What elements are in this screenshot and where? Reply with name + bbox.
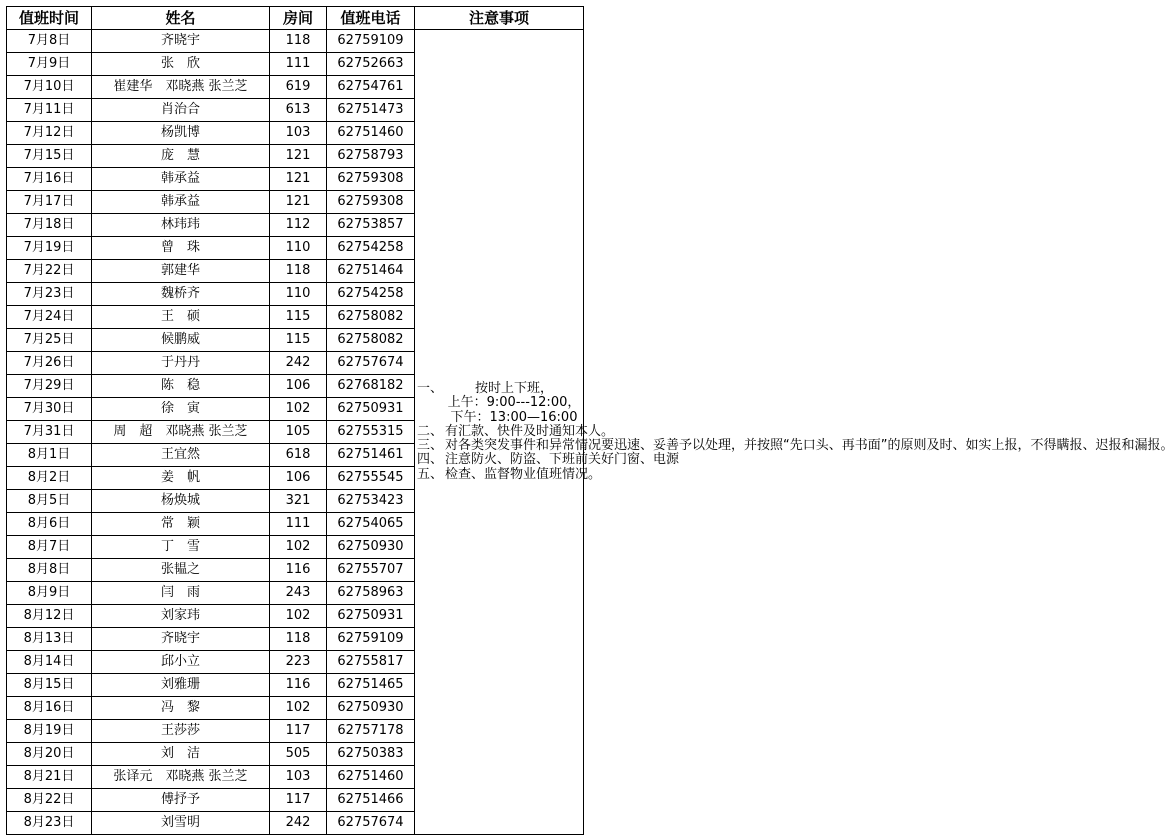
room-cell: 121 bbox=[270, 168, 327, 191]
date-cell: 7月23日 bbox=[7, 283, 92, 306]
name-cell: 邱小立 bbox=[92, 651, 270, 674]
name-cell: 刘雅珊 bbox=[92, 674, 270, 697]
date-cell: 7月9日 bbox=[7, 53, 92, 76]
header-notes: 注意事项 bbox=[415, 7, 584, 30]
name-cell: 丁 雪 bbox=[92, 536, 270, 559]
date-cell: 7月22日 bbox=[7, 260, 92, 283]
room-cell: 111 bbox=[270, 53, 327, 76]
date-cell: 7月8日 bbox=[7, 30, 92, 53]
date-cell: 7月12日 bbox=[7, 122, 92, 145]
name-cell: 魏桥齐 bbox=[92, 283, 270, 306]
note-text: 对各类突发事件和异常情况要迅速、妥善予以处理，并按照“先口头、再书面”的原则及时、如实上报，不得瞒报、迟报和漏报。 bbox=[445, 438, 1173, 454]
room-cell: 110 bbox=[270, 237, 327, 260]
room-cell: 110 bbox=[270, 283, 327, 306]
room-cell: 103 bbox=[270, 122, 327, 145]
room-cell: 118 bbox=[270, 260, 327, 283]
note-item bbox=[415, 423, 615, 439]
room-cell: 321 bbox=[270, 490, 327, 513]
name-cell: 韩承益 bbox=[92, 191, 270, 214]
date-cell: 8月6日 bbox=[7, 513, 92, 536]
phone-cell: 62757178 bbox=[327, 720, 415, 743]
date-cell: 8月13日 bbox=[7, 628, 92, 651]
date-cell: 8月5日 bbox=[7, 490, 92, 513]
phone-cell: 62750930 bbox=[327, 697, 415, 720]
name-cell: 于丹丹 bbox=[92, 352, 270, 375]
room-cell: 116 bbox=[270, 559, 327, 582]
room-cell: 112 bbox=[270, 214, 327, 237]
room-cell: 242 bbox=[270, 352, 327, 375]
note-number: 二、 bbox=[416, 423, 443, 439]
date-cell: 8月21日 bbox=[7, 766, 92, 789]
phone-cell: 62753423 bbox=[327, 490, 415, 513]
phone-cell: 62759308 bbox=[327, 168, 415, 191]
room-cell: 121 bbox=[270, 145, 327, 168]
phone-cell: 62751473 bbox=[327, 99, 415, 122]
name-cell: 崔建华 邓晓燕 张兰芝 bbox=[92, 76, 270, 99]
name-cell: 傅抒予 bbox=[92, 789, 270, 812]
date-cell: 7月25日 bbox=[7, 329, 92, 352]
date-cell: 7月29日 bbox=[7, 375, 92, 398]
name-cell: 周 超 邓晓燕 张兰芝 bbox=[92, 421, 270, 444]
name-cell: 候鹏威 bbox=[92, 329, 270, 352]
room-cell: 102 bbox=[270, 697, 327, 720]
date-cell: 8月9日 bbox=[7, 582, 92, 605]
room-cell: 223 bbox=[270, 651, 327, 674]
note-text: 有汇款、快件及时通知本人。 bbox=[445, 423, 615, 439]
name-cell: 杨焕城 bbox=[92, 490, 270, 513]
room-cell: 102 bbox=[270, 536, 327, 559]
date-cell: 7月11日 bbox=[7, 99, 92, 122]
name-cell: 齐晓宇 bbox=[92, 30, 270, 53]
note-text: 下午：13:00—16:00 bbox=[450, 409, 578, 425]
phone-cell: 62750930 bbox=[327, 536, 415, 559]
name-cell: 冯 黎 bbox=[92, 697, 270, 720]
name-cell: 曾 珠 bbox=[92, 237, 270, 260]
phone-cell: 62755315 bbox=[327, 421, 415, 444]
name-cell: 刘 洁 bbox=[92, 743, 270, 766]
phone-cell: 62754258 bbox=[327, 237, 415, 260]
note-number: 一、 bbox=[416, 380, 443, 396]
phone-cell: 62758082 bbox=[327, 306, 415, 329]
name-cell: 张译元 邓晓燕 张兰芝 bbox=[92, 766, 270, 789]
phone-cell: 62758082 bbox=[327, 329, 415, 352]
header-phone: 值班电话 bbox=[327, 7, 415, 30]
name-cell: 庞 慧 bbox=[92, 145, 270, 168]
name-cell: 张 欣 bbox=[92, 53, 270, 76]
date-cell: 7月26日 bbox=[7, 352, 92, 375]
duty-roster-table bbox=[6, 6, 1173, 835]
date-cell: 8月15日 bbox=[7, 674, 92, 697]
room-cell: 242 bbox=[270, 812, 327, 835]
header-room: 房间 bbox=[270, 7, 327, 30]
header-row bbox=[7, 7, 584, 30]
date-cell: 7月24日 bbox=[7, 306, 92, 329]
room-cell: 118 bbox=[270, 628, 327, 651]
name-cell: 肖治合 bbox=[92, 99, 270, 122]
note-text: 检查、监督物业值班情况。 bbox=[445, 466, 602, 482]
phone-cell: 62757674 bbox=[327, 812, 415, 835]
name-cell: 王 硕 bbox=[92, 306, 270, 329]
date-cell: 8月1日 bbox=[7, 444, 92, 467]
phone-cell: 62755707 bbox=[327, 559, 415, 582]
note-number: 四、 bbox=[416, 452, 443, 468]
name-cell: 韩承益 bbox=[92, 168, 270, 191]
room-cell: 106 bbox=[270, 375, 327, 398]
phone-cell: 62750383 bbox=[327, 743, 415, 766]
phone-cell: 62751466 bbox=[327, 789, 415, 812]
phone-cell: 62757674 bbox=[327, 352, 415, 375]
name-cell: 王宜然 bbox=[92, 444, 270, 467]
table-row bbox=[7, 30, 584, 53]
date-cell: 8月22日 bbox=[7, 789, 92, 812]
room-cell: 102 bbox=[270, 398, 327, 421]
note-number: 三、 bbox=[416, 438, 443, 454]
name-cell: 徐 寅 bbox=[92, 398, 270, 421]
date-cell: 8月19日 bbox=[7, 720, 92, 743]
date-cell: 8月14日 bbox=[7, 651, 92, 674]
phone-cell: 62751464 bbox=[327, 260, 415, 283]
date-cell: 7月17日 bbox=[7, 191, 92, 214]
phone-cell: 62750931 bbox=[327, 398, 415, 421]
phone-cell: 62754761 bbox=[327, 76, 415, 99]
name-cell: 张韫之 bbox=[92, 559, 270, 582]
date-cell: 7月30日 bbox=[7, 398, 92, 421]
name-cell: 杨凯博 bbox=[92, 122, 270, 145]
note-text: 注意防火、防盗、下班前关好门窗、电源 bbox=[445, 452, 680, 468]
room-cell: 102 bbox=[270, 605, 327, 628]
room-cell: 116 bbox=[270, 674, 327, 697]
date-cell: 7月31日 bbox=[7, 421, 92, 444]
date-cell: 8月20日 bbox=[7, 743, 92, 766]
phone-cell: 62768182 bbox=[327, 375, 415, 398]
note-text: 按时上下班， bbox=[474, 380, 553, 396]
phone-cell: 62759109 bbox=[327, 628, 415, 651]
date-cell: 8月2日 bbox=[7, 467, 92, 490]
room-cell: 118 bbox=[270, 30, 327, 53]
room-cell: 121 bbox=[270, 191, 327, 214]
phone-cell: 62755817 bbox=[327, 651, 415, 674]
date-cell: 8月23日 bbox=[7, 812, 92, 835]
room-cell: 115 bbox=[270, 306, 327, 329]
date-cell: 8月7日 bbox=[7, 536, 92, 559]
phone-cell: 62754065 bbox=[327, 513, 415, 536]
notes-cell bbox=[415, 30, 1173, 835]
room-cell: 243 bbox=[270, 582, 327, 605]
date-cell: 8月12日 bbox=[7, 605, 92, 628]
note-item bbox=[415, 382, 583, 396]
note-item bbox=[415, 466, 602, 482]
phone-cell: 62759109 bbox=[327, 30, 415, 53]
phone-cell: 62758793 bbox=[327, 145, 415, 168]
phone-cell: 62758963 bbox=[327, 582, 415, 605]
date-cell: 7月16日 bbox=[7, 168, 92, 191]
room-cell: 111 bbox=[270, 513, 327, 536]
name-cell: 齐晓宇 bbox=[92, 628, 270, 651]
phone-cell: 62750931 bbox=[327, 605, 415, 628]
phone-cell: 62753857 bbox=[327, 214, 415, 237]
name-cell: 郭建华 bbox=[92, 260, 270, 283]
name-cell: 刘家玮 bbox=[92, 605, 270, 628]
header-name: 姓名 bbox=[92, 7, 270, 30]
note-text: 上午：9:00---12:00， bbox=[447, 395, 581, 411]
room-cell: 117 bbox=[270, 720, 327, 743]
date-cell: 7月18日 bbox=[7, 214, 92, 237]
header-date: 值班时间 bbox=[7, 7, 92, 30]
room-cell: 115 bbox=[270, 329, 327, 352]
name-cell: 姜 帆 bbox=[92, 467, 270, 490]
phone-cell: 62751465 bbox=[327, 674, 415, 697]
phone-cell: 62752663 bbox=[327, 53, 415, 76]
note-item bbox=[415, 396, 583, 410]
note-item bbox=[415, 452, 680, 468]
note-number: 五、 bbox=[416, 466, 443, 482]
room-cell: 613 bbox=[270, 99, 327, 122]
phone-cell: 62751461 bbox=[327, 444, 415, 467]
note-item bbox=[415, 411, 583, 425]
phone-cell: 62751460 bbox=[327, 766, 415, 789]
name-cell: 常 颖 bbox=[92, 513, 270, 536]
room-cell: 105 bbox=[270, 421, 327, 444]
date-cell: 8月8日 bbox=[7, 559, 92, 582]
phone-cell: 62755545 bbox=[327, 467, 415, 490]
room-cell: 618 bbox=[270, 444, 327, 467]
room-cell: 505 bbox=[270, 743, 327, 766]
name-cell: 刘雪明 bbox=[92, 812, 270, 835]
name-cell: 闫 雨 bbox=[92, 582, 270, 605]
phone-cell: 62751460 bbox=[327, 122, 415, 145]
room-cell: 619 bbox=[270, 76, 327, 99]
date-cell: 8月16日 bbox=[7, 697, 92, 720]
name-cell: 陈 稳 bbox=[92, 375, 270, 398]
room-cell: 117 bbox=[270, 789, 327, 812]
date-cell: 7月15日 bbox=[7, 145, 92, 168]
phone-cell: 62759308 bbox=[327, 191, 415, 214]
phone-cell: 62754258 bbox=[327, 283, 415, 306]
room-cell: 106 bbox=[270, 467, 327, 490]
name-cell: 王莎莎 bbox=[92, 720, 270, 743]
date-cell: 7月19日 bbox=[7, 237, 92, 260]
date-cell: 7月10日 bbox=[7, 76, 92, 99]
roster-body bbox=[7, 30, 1173, 835]
name-cell: 林玮玮 bbox=[92, 214, 270, 237]
room-cell: 103 bbox=[270, 766, 327, 789]
